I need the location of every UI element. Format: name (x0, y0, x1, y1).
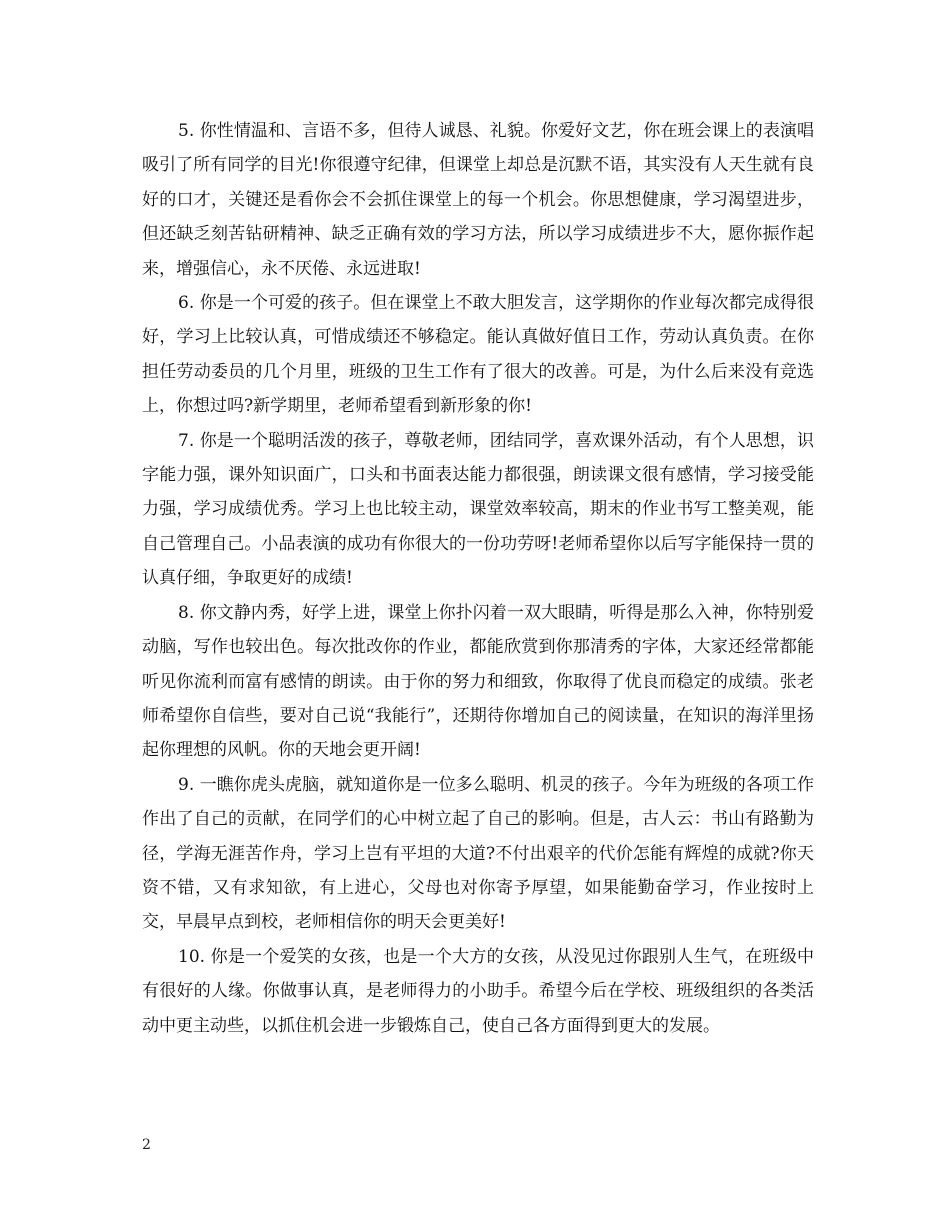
page-number: 2 (142, 1137, 151, 1153)
comment-paragraph-6: 6. 你是一个可爱的孩子。但在课堂上不敢大胆发言，这学期你的作业每次都完成得很好，学习上比较认真，可惜成绩还不够稳定。能认真做好值日工作，劳动认真负责。在你担任劳动委员的几个月里，班级的卫生工作有了很大的改善。可是，为什么后来没有竞选上，你想过吗?新学期里，老师希望看到新形象的你! (142, 293, 814, 417)
comment-paragraph-5: 5. 你性情温和、言语不多，但待人诚恳、礼貌。你爱好文艺，你在班会课上的表演唱吸引了所有同学的目光!你很遵守纪律，但课堂上却总是沉默不语，其实没有人天生就有良好的口才，关键还是看你会不会抓住课堂上的每一个机会。你思想健康，学习渴望进步，但还缺乏刻苦钻研精神、缺乏正确有效的学习方法，所以学习成绩进步不大，愿你振作起来，增强信心，永不厌倦、永远进取! (142, 121, 814, 279)
comment-paragraph-9: 9. 一瞧你虎头虎脑，就知道你是一位多么聪明、机灵的孩子。今年为班级的各项工作作出了自己的贡献，在同学们的心中树立起了自己的影响。但是，古人云：书山有路勤为径，学海无涯苦作舟，学习上岂有平坦的大道?不付出艰辛的代价怎能有辉煌的成就?你天资不错，又有求知欲，有上进心，父母也对你寄予厚望，如果能勤奋学习，作业按时上交，早晨早点到校，老师相信你的明天会更美好! (142, 774, 814, 933)
comment-paragraph-7: 7. 你是一个聪明活泼的孩子，尊敬老师，团结同学，喜欢课外活动，有个人思想，识字能力强，课外知识面广，口头和书面表达能力都很强，朗读课文很有感情，学习接受能力强，学习成绩优秀。学习上也比较主动，课堂效率较高，期末的作业书写工整美观，能自己管理自己。小品表演的成功有你很大的一份功劳呀!老师希望你以后写字能保持一贯的认真仔细，争取更好的成绩! (142, 430, 814, 589)
comment-paragraph-10: 10. 你是一个爱笑的女孩，也是一个大方的女孩，从没见过你跟别人生气，在班级中有很好的人缘。你做事认真，是老师得力的小助手。希望今后在学校、班级组织的各类活动中更主动些，以抓住机会进一步锻炼自己，使自己各方面得到更大的发展。 (142, 946, 814, 1036)
document-body (142, 114, 814, 1043)
comment-paragraph-8: 8. 你文静内秀，好学上进，课堂上你扑闪着一双大眼睛，听得是那么入神，你特别爱动脑，写作也较出色。每次批改你的作业，都能欣赏到你那清秀的字体，大家还经常都能听见你流利而富有感情的朗读。由于你的努力和细致，你取得了优良而稳定的成绩。张老师希望你自信些，要对自己说“我能行”，还期待你增加自己的阅读量，在知识的海洋里扬起你理想的风帆。你的天地会更开阔! (142, 602, 814, 761)
